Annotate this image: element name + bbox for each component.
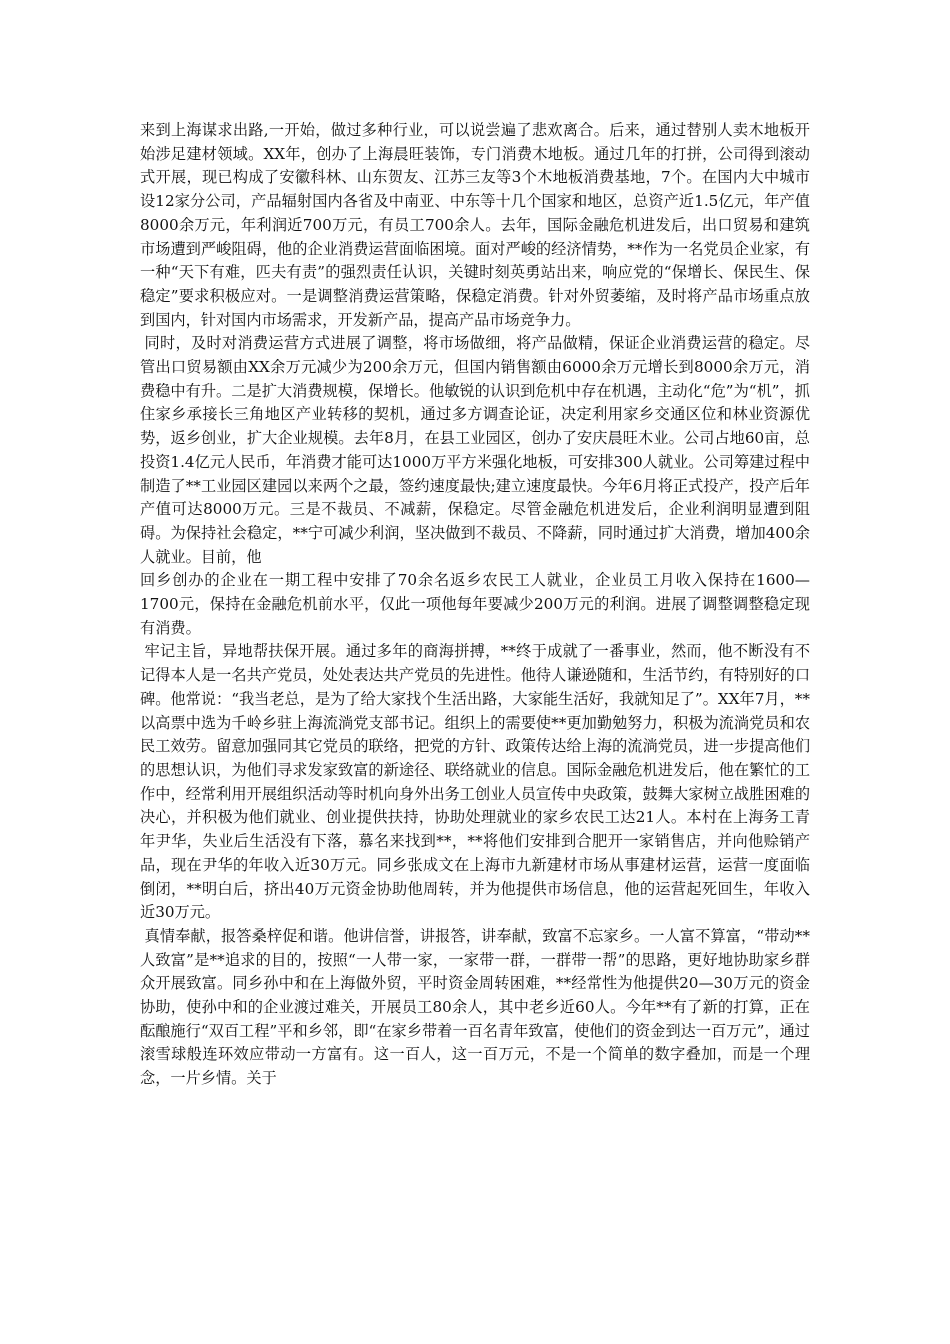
document-body <box>140 119 810 1091</box>
paragraph-2: 同时，及时对消费运营方式进展了调整，将市场做细，将产品做精，保证企业消费运营的稳定。尽管出口贸易额由XX余万元减少为200余万元，但国内销售额由6000余万元增长到8000余万元，消费稳中有升。二是扩大消费规模，保增长。他敏锐的认识到危机中存在机遇，主动化“危”为“机”，抓住家乡承接长三角地区产业转移的契机，通过多方调查论证，决定利用家乡交通区位和林业资源优势，返乡创业，扩大企业规模。去年8月，在县工业园区，创办了安庆晨旺木业。公司占地60亩，总投资1.4亿元人民币，年消费才能可达1000万平方米强化地板，可安排300人就业。公司筹建过程中制造了**工业园区建园以来两个之最，签约速度最快;建立速度最快。今年6月将正式投产，投产后年产值可达8000万元。三是不裁员、不减薪，保稳定。尽管金融危机进发后，企业利润明显遭到阻碍。为保持社会稳定，**宁可减少利润，坚决做到不裁员、不降薪，同时通过扩大消费，增加400余人就业。目前，他 <box>140 334 810 566</box>
paragraph-1: 来到上海谋求出路,一开始，做过多种行业，可以说尝遍了悲欢离合。后来，通过替别人卖木地板开始涉足建材领域。XX年，创办了上海晨旺装饰，专门消费木地板。通过几年的打拼，公司得到滚动式开展，现已构成了安徽科林、山东贺友、江苏三友等3个木地板消费基地，7个。在国内大中城市设12家分公司，产品辐射国内各省及中南亚、中东等十几个国家和地区，总资产近1.5亿元，年产值8000余万元，年利润近700万元，有员工700余人。去年，国际金融危机进发后，出口贸易和建筑市场遭到严峻阻碍，他的企业消费运营面临困境。面对严峻的经济情势，**作为一名党员企业家，有一种“天下有难，匹夫有责”的强烈责任认识，关键时刻英勇站出来，响应党的“保增长、保民生、保稳定”要求积极应对。一是调整消费运营策略，保稳定消费。针对外贸萎缩，及时将产品市场重点放到国内，针对国内市场需求，开发新产品，提高产品市场竞争力。 <box>140 121 810 329</box>
paragraph-4: 牢记主旨，异地帮扶保开展。通过多年的商海拼搏，**终于成就了一番事业，然而，他不断没有不记得本人是一名共产党员，处处表达共产党员的先进性。他待人谦逊随和，生活节约，有特别好的口碑。他常说：“我当老总，是为了给大家找个生活出路，大家能生活好，我就知足了”。XX年7月，**以高票中选为千岭乡驻上海流淌党支部书记。组织上的需要使**更加勤勉努力，积极为流淌党员和农民工效劳。留意加强同其它党员的联络，把党的方针、政策传达给上海的流淌党员，进一步提高他们的思想认识，为他们寻求发家致富的新途径、联络就业的信息。国际金融危机进发后，他在繁忙的工作中，经常利用开展组织活动等时机向身外出务工创业人员宣传中央政策，鼓舞大家树立战胜困难的决心，并积极为他们就业、创业提供扶持，协助处理就业的家乡农民工达21人。本村在上海务工青年尹华，失业后生活没有下落，慕名来找到**，**将他们安排到合肥开一家销售店，并向他赊销产品，现在尹华的年收入近30万元。同乡张成文在上海市九新建材市场从事建材运营，运营一度面临倒闭，**明白后，挤出40万元资金协助他周转，并为他提供市场信息，他的运营起死回生，年收入近30万元。 <box>140 642 810 922</box>
paragraph-3: 回乡创办的企业在一期工程中安排了70余名返乡农民工人就业，企业员工月收入保持在1600—1700元，保持在金融危机前水平，仅此一项他每年要减少200万元的利润。进展了调整调整稳定现有消费。 <box>140 571 810 637</box>
paragraph-5: 真情奉献，报答桑梓促和谐。他讲信誉，讲报答，讲奉献，致富不忘家乡。一人富不算富，“带动**人致富”是**追求的目的，按照“一人带一家，一家带一群，一群带一帮”的思路，更好地协助家乡群众开展致富。同乡孙中和在上海做外贸，平时资金周转困难，**经常性为他提供20—30万元的资金协助，使孙中和的企业渡过难关，开展员工80余人，其中老乡近60人。今年**有了新的打算，正在酝酿施行“双百工程”平和乡邻，即“在家乡带着一百名青年致富，使他们的资金到达一百万元”，通过滚雪球般连环效应带动一方富有。这一百人，这一百万元，不是一个简单的数字叠加，而是一个理念，一片乡情。关于 <box>140 926 810 1088</box>
